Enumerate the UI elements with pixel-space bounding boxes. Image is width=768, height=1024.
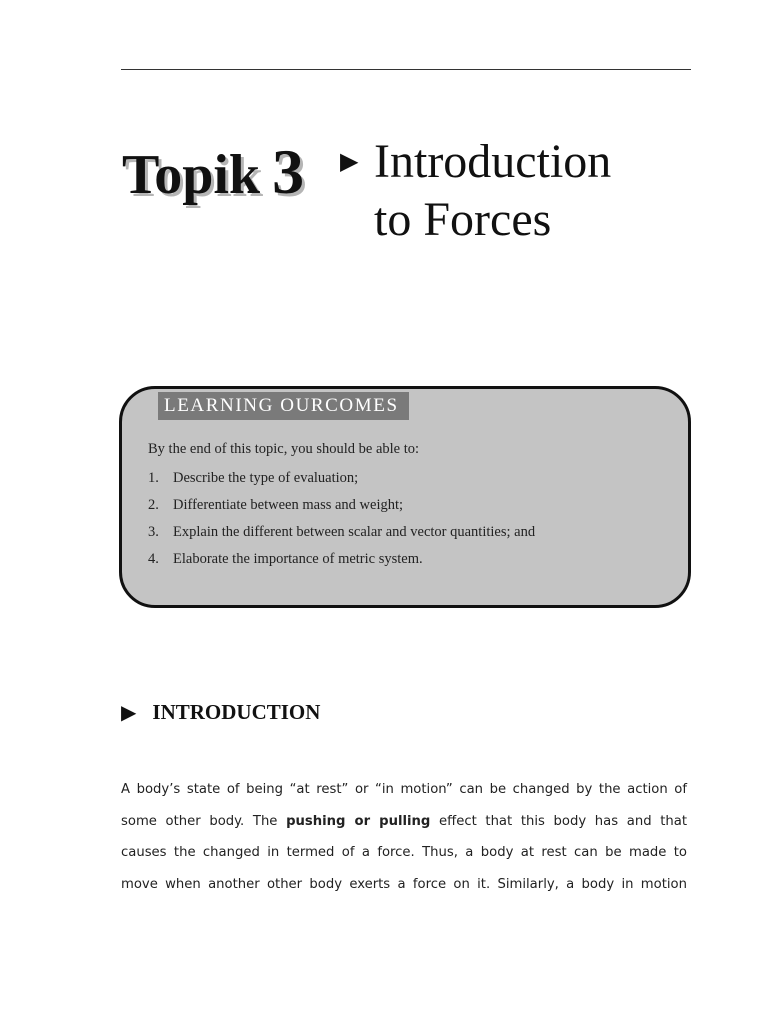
topic-title [374, 133, 704, 249]
list-item-number: 1. [148, 470, 159, 486]
list-item [148, 465, 535, 492]
list-item-text: Explain the different between scalar and vector quantities; and [173, 524, 536, 540]
paragraph-line-3: causes the changed in termed of a force. Thus, a body at rest can be made to [121, 845, 687, 860]
introduction-heading [121, 700, 320, 725]
topic-number: 3 [272, 136, 305, 207]
triangle-pointer-icon: ▶ [340, 149, 359, 175]
learning-outcomes-intro: By the end of this topic, you should be able to: [148, 441, 420, 457]
list-item-text: Differentiate between mass and weight; [173, 497, 404, 513]
list-item-number: 3. [148, 524, 159, 540]
list-item-text: Elaborate the importance of metric system. [173, 551, 423, 567]
top-rule [121, 69, 691, 70]
list-item-text: Describe the type of evaluation; [173, 470, 359, 486]
topic-label [122, 136, 305, 207]
paragraph-line-1: A body’s state of being “at rest” or “in motion” can be changed by the action of [121, 782, 687, 797]
triangle-bullet-icon: ▶ [121, 702, 137, 724]
list-item [148, 546, 535, 573]
learning-outcomes-box [119, 386, 691, 608]
paragraph-text: some other body. The [121, 813, 287, 829]
introduction-heading-text: INTRODUCTION [152, 700, 321, 724]
list-item [148, 519, 535, 546]
topic-title-line-1: Introduction [374, 135, 612, 188]
topic-title-line-2: to Forces [374, 193, 552, 246]
list-item [148, 492, 535, 519]
emphasized-text: pushing or pulling [286, 813, 431, 829]
learning-outcomes-list [148, 465, 535, 573]
topic-word: Topik [122, 144, 261, 206]
paragraph-line-4: move when another other body exerts a force on it. Similarly, a body in motion [121, 876, 687, 892]
paragraph-text: effect that this body has and that [430, 813, 687, 829]
paragraph-line-2 [121, 806, 687, 838]
list-item-number: 4. [148, 551, 159, 567]
introduction-paragraph [121, 774, 687, 900]
list-item-number: 2. [148, 497, 159, 513]
learning-outcomes-label: LEARNING OURCOMES [158, 392, 409, 420]
